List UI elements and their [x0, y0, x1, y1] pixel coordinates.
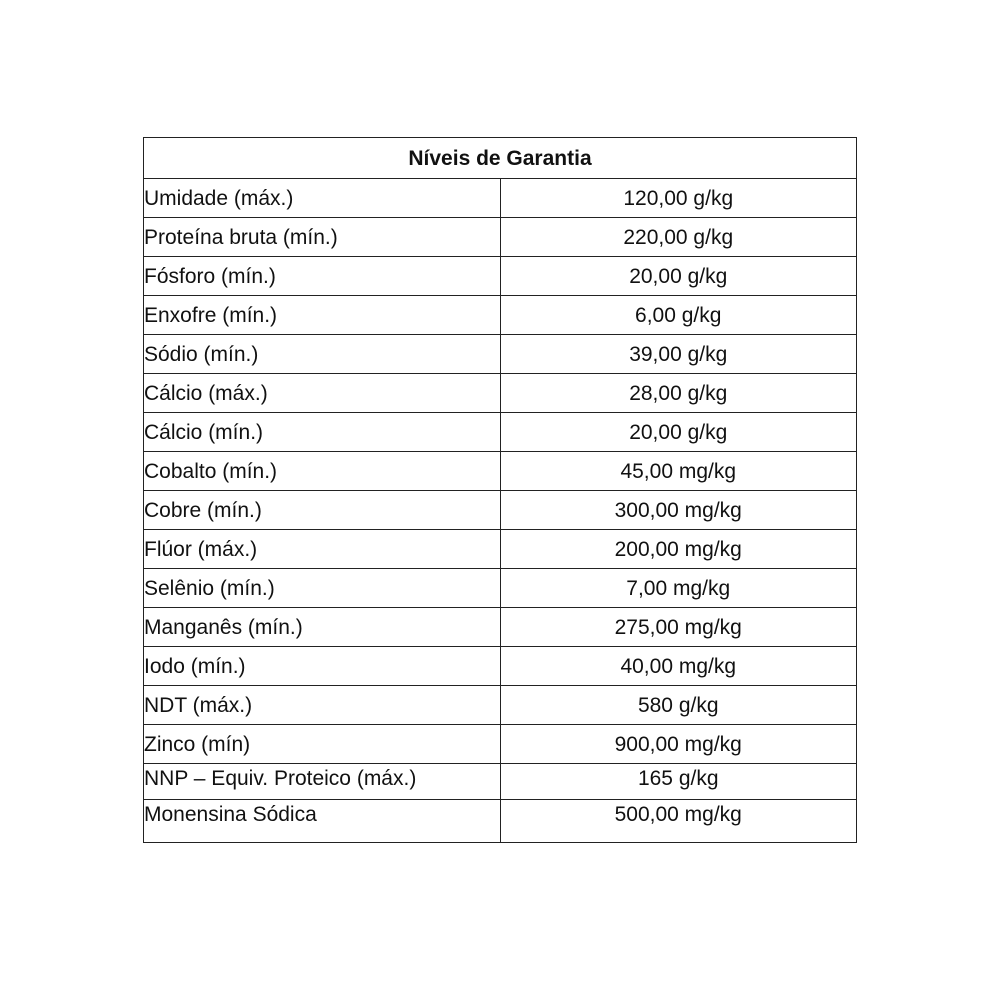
amount-cell: 39,00 g/kg	[500, 335, 857, 374]
nutrient-cell: NDT (máx.)	[144, 686, 501, 725]
amount-cell: 200,00 mg/kg	[500, 530, 857, 569]
amount-cell: 7,00 mg/kg	[500, 569, 857, 608]
amount-cell: 165 g/kg	[500, 764, 857, 800]
amount-cell: 300,00 mg/kg	[500, 491, 857, 530]
table-row	[144, 530, 857, 569]
table-row	[144, 569, 857, 608]
nutrient-cell: Iodo (mín.)	[144, 647, 501, 686]
amount-cell: 20,00 g/kg	[500, 257, 857, 296]
table-row	[144, 647, 857, 686]
nutrient-cell: Proteína bruta (mín.)	[144, 218, 501, 257]
nutrient-cell: Fósforo (mín.)	[144, 257, 501, 296]
amount-cell: 580 g/kg	[500, 686, 857, 725]
table-row	[144, 725, 857, 764]
table-header-row	[144, 138, 857, 179]
guarantee-levels-table-container	[143, 137, 857, 843]
table-row	[144, 257, 857, 296]
amount-cell: 500,00 mg/kg	[500, 800, 857, 843]
amount-cell: 220,00 g/kg	[500, 218, 857, 257]
nutrient-cell: Monensina Sódica	[144, 800, 501, 843]
table-row	[144, 218, 857, 257]
table-title: Níveis de Garantia	[144, 138, 857, 179]
nutrient-cell: Zinco (mín)	[144, 725, 501, 764]
amount-cell: 40,00 mg/kg	[500, 647, 857, 686]
nutrient-cell: Selênio (mín.)	[144, 569, 501, 608]
amount-cell: 45,00 mg/kg	[500, 452, 857, 491]
table-row	[144, 608, 857, 647]
table-row	[144, 335, 857, 374]
amount-cell: 120,00 g/kg	[500, 179, 857, 218]
nutrient-cell: NNP – Equiv. Proteico (máx.)	[144, 764, 501, 800]
nutrient-cell: Flúor (máx.)	[144, 530, 501, 569]
amount-cell: 275,00 mg/kg	[500, 608, 857, 647]
nutrient-cell: Umidade (máx.)	[144, 179, 501, 218]
nutrient-cell: Cobre (mín.)	[144, 491, 501, 530]
amount-cell: 6,00 g/kg	[500, 296, 857, 335]
amount-cell: 28,00 g/kg	[500, 374, 857, 413]
table-row	[144, 452, 857, 491]
nutrient-cell: Manganês (mín.)	[144, 608, 501, 647]
table-row	[144, 374, 857, 413]
table-row	[144, 764, 857, 800]
nutrient-cell: Cálcio (mín.)	[144, 413, 501, 452]
table-row	[144, 179, 857, 218]
table-row	[144, 491, 857, 530]
amount-cell: 20,00 g/kg	[500, 413, 857, 452]
table-row	[144, 800, 857, 843]
guarantee-levels-table	[143, 137, 857, 843]
nutrient-cell: Enxofre (mín.)	[144, 296, 501, 335]
table-row	[144, 296, 857, 335]
table-row	[144, 413, 857, 452]
table-row	[144, 686, 857, 725]
nutrient-cell: Sódio (mín.)	[144, 335, 501, 374]
nutrient-cell: Cobalto (mín.)	[144, 452, 501, 491]
nutrient-cell: Cálcio (máx.)	[144, 374, 501, 413]
amount-cell: 900,00 mg/kg	[500, 725, 857, 764]
